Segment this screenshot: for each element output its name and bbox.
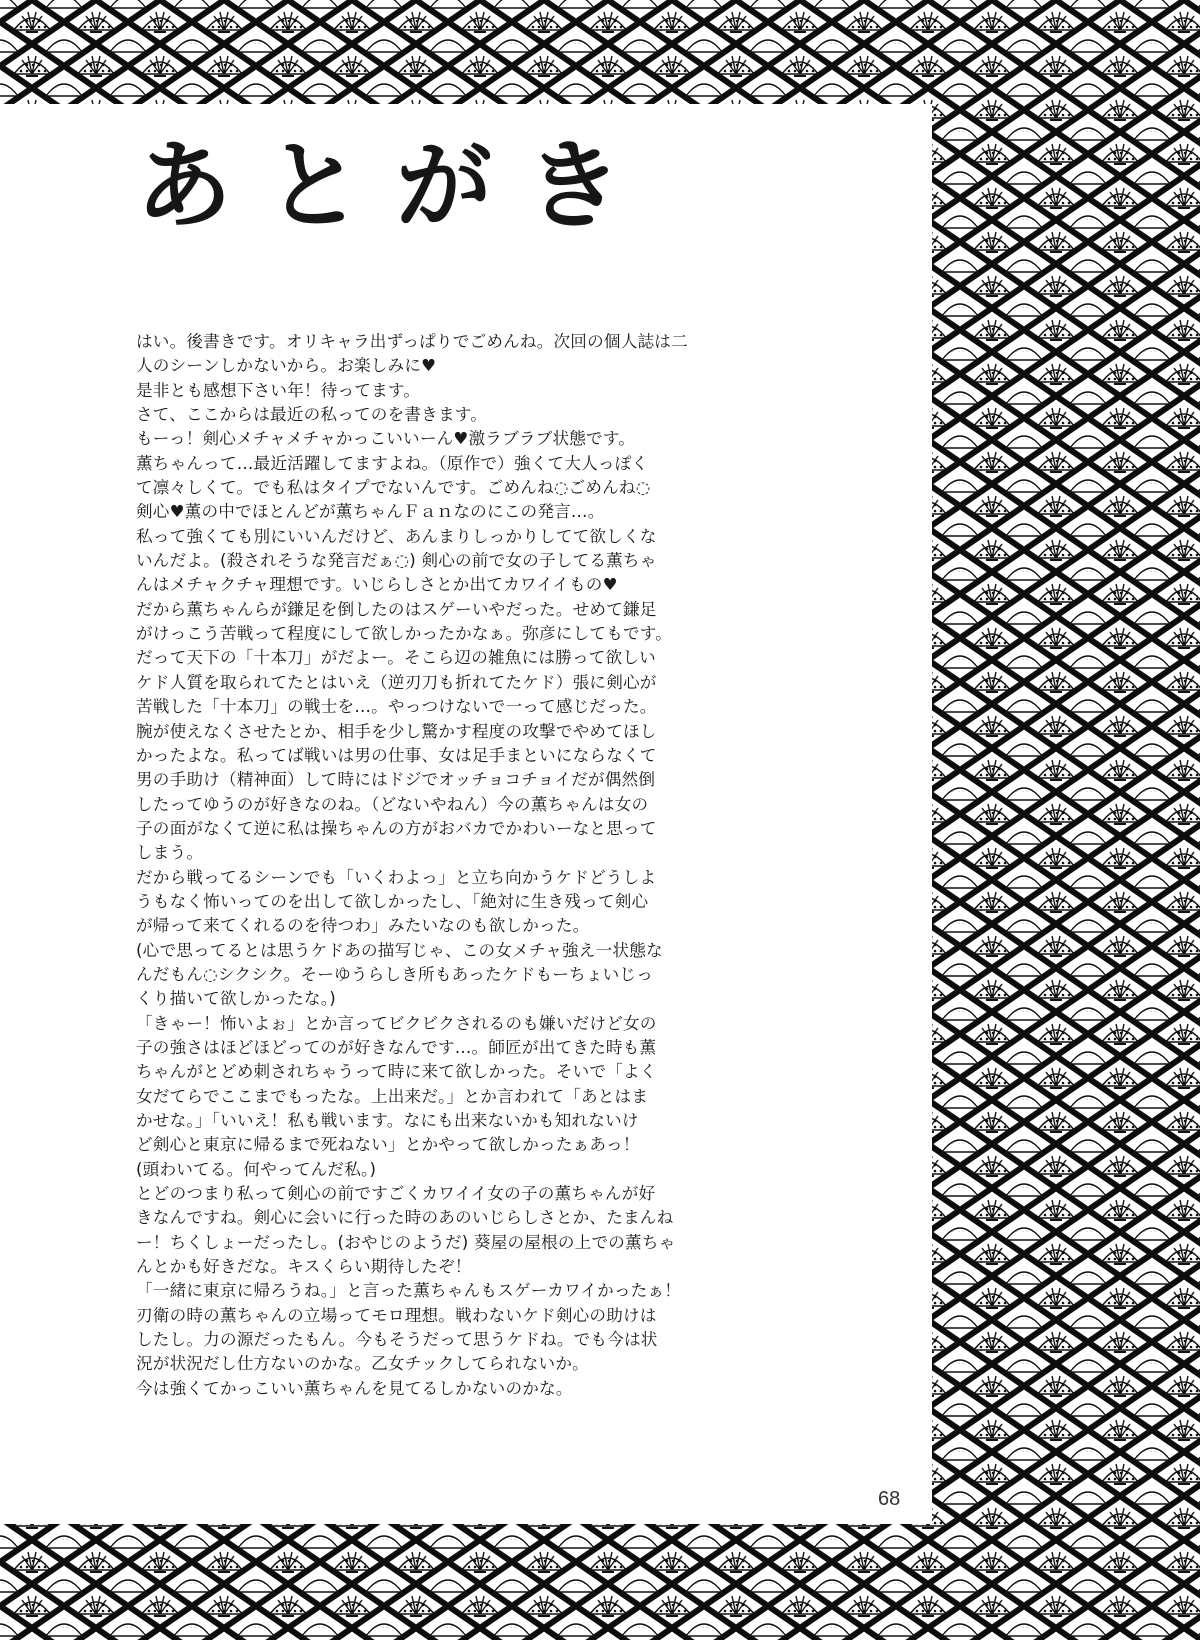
body-line: とどのつまり私って剣心の前ですごくカワイイ女の子の薫ちゃんが好 (136, 1184, 656, 1204)
body-line: が帰って来てくれるのを待つわ」みたいなのも欲しかった。 (136, 916, 590, 936)
body-line: 苦戦した「十本刀」の戦士を…。やっつけないで一って感じだった。 (136, 697, 657, 717)
body-line: 女だてらでここまでもったな。上出来だ。」とか言われて「あとはま (136, 1086, 649, 1106)
body-line: だって天下の「十本刀」がだよー。そこら辺の雑魚には勝って欲しい (136, 648, 656, 668)
body-line: だから薫ちゃんらが鎌足を倒したのはスゲーいやだった。せめて鎌足 (136, 599, 657, 619)
body-line: かせな。」「いいえ！私も戦います。なにも出来ないかも知れないけ (136, 1111, 639, 1130)
body-line: したってゆうのが好きなのね。（どないやねん）今の薫ちゃんは女の (136, 794, 649, 814)
body-line: 人のシーンしかないから。お楽しみに♥ (136, 356, 437, 376)
body-line: 「きゃー！怖いよぉ」とか言ってビクビクされるのも嫌いだけど女の (136, 1013, 657, 1033)
body-line: くり描いて欲しかったな。) (136, 989, 336, 1009)
body-line: しまう。 (136, 843, 204, 863)
body-line: いんだよ。(殺されそうな発言だぁ◌) 剣心の前で女の子してる薫ちゃ (136, 551, 657, 571)
body-line: かったよな。私ってば戦いは男の仕事、女は足手まといにならなくて (136, 745, 657, 765)
body-line: 「一緒に東京に帰ろうね。」と言った薫ちゃんもスゲーカワイかったぁ！ (136, 1281, 682, 1301)
body-line: んはメチャクチャ理想です。いじらしさとか出てカワイイもの♥ (136, 575, 618, 595)
body-line: 刃衛の時の薫ちゃんの立場ってモロ理想。戦わないケド剣心の助けは (136, 1305, 657, 1325)
body-line: 薫ちゃんって…最近活躍してますよね。（原作で）強くて大人っぽく (136, 453, 649, 473)
body-line: ちゃんがとどめ刺されちゃうって時に来て欲しかった。そいで「よく (136, 1062, 657, 1082)
page-title: あとがき (136, 130, 656, 242)
body-line: (頭わいてる。何やってんだ私。) (136, 1159, 377, 1179)
body-line: 腕が使えなくさせたとか、相手を少し驚かす程度の攻撃でやめてほし (136, 721, 657, 741)
body-line: 今は強くてかっこいい薫ちゃんを見てるしかないのかな。 (136, 1378, 573, 1398)
body-line: (心で思ってるとは思うケドあの描写じゃ、この女メチャ強え一状態な (136, 940, 663, 960)
body-line: したし。力の源だったもん。今もそうだって思うケドね。でも今は状 (136, 1330, 658, 1350)
body-line: 男の手助け（精神面）して時にはドジでオッチョコチョイだが偶然倒 (136, 770, 656, 790)
body-line: 是非とも感想下さい年！待ってます。 (136, 380, 421, 400)
body-line: さて、ここからは最近の私ってのを書きます。 (136, 405, 488, 425)
body-line: 況が状況だし仕方ないのかな。乙女チックしてられないか。 (136, 1354, 589, 1374)
body-line: うもなく怖いってのを出して欲しかったし、「絶対に生き残って剣心 (136, 891, 649, 911)
body-line: ー！ちくしょーだったし。(おやじのようだ) 葵屋の屋根の上での薫ちゃ (136, 1232, 676, 1252)
body-line: ケド人質を取られてたとはいえ（逆刃刀も折れてたケド）張に剣心が (136, 672, 657, 692)
body-line: がけっこう苦戦って程度にして欲しかったかなぁ。弥彦にしてもです。 (136, 624, 673, 644)
body-line: だから戦ってるシーンでも「いくわよっ」と立ち向かうケドどうしよ (136, 867, 657, 887)
body-line: 子の強さはほどほどってのが好きなんです…。師匠が出てきた時も薫 (136, 1037, 657, 1057)
body-line: もーっ！剣心メチャメチャかっこいいーん♥激ラブラブ状態です。 (136, 429, 636, 449)
afterword-body (136, 330, 926, 1401)
body-line: んだもん◌シクシク。そーゆうらしき所もあったケドもーちょいじっ (136, 964, 653, 984)
page-number: 68 (878, 1488, 901, 1510)
body-line: んとかも好きだな。キスくらい期待したぞ！ (136, 1257, 472, 1277)
body-line: 私って強くても別にいいんだけど、あんまりしっかりしてて欲しくな (136, 526, 657, 546)
body-line: ど剣心と東京に帰るまで死ねない」とかやって欲しかったぁあっ！ (136, 1135, 640, 1155)
body-line: きなんですね。剣心に会いに行った時のあのいじらしさとか、たまんね (136, 1208, 674, 1228)
body-line: て凛々しくて。でも私はタイプでないんです。ごめんね◌ごめんね◌ (136, 478, 651, 498)
body-line: 子の面がなくて逆に私は操ちゃんの方がおバカでかわいーなと思って (136, 818, 657, 838)
body-line: はい。後書きです。オリキャラ出ずっぱりでごめんね。次回の個人誌は二 (136, 332, 688, 351)
body-line: 剣心♥薫の中でほとんどが薫ちゃんＦａｎなのにこの発言…。 (136, 502, 605, 522)
